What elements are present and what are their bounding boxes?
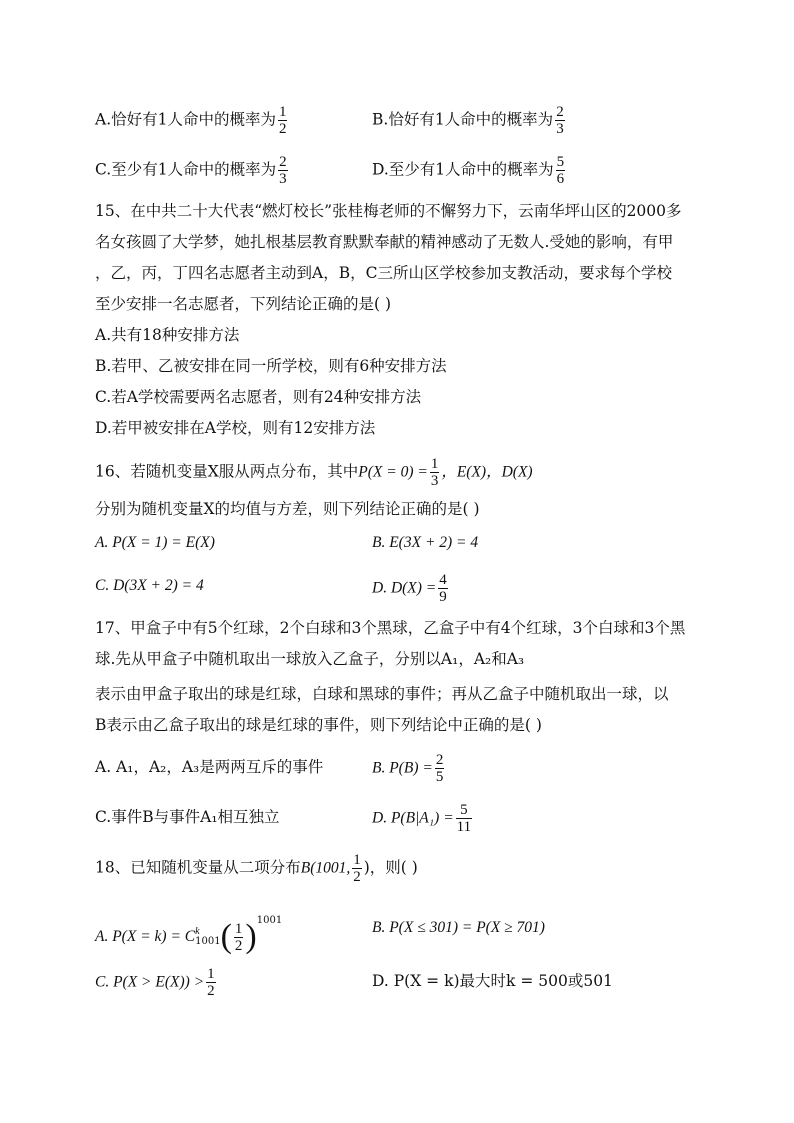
q16-option-c: C. D(3X + 2) = 4 [95,577,204,594]
fraction: $\frac{5}{6}$ [556,154,565,187]
q15-stem-line-3: ，乙，丙，丁四名志愿者主动到A，B，C三所山区学校参加支教活动，要求每个学校 [95,264,672,282]
q15-stem-line-4: 至少安排一名志愿者，下列结论正确的是( ) [95,295,392,313]
q14-option-c: C.至少有1人命中的概率为 $\frac{2}{3}$ [95,154,287,187]
fraction: $\frac{5}{11}$ [456,802,472,835]
q18-option-b: B. P(X ≤ 301) = P(X ≥ 701) [372,919,545,936]
fraction: $\frac{1}{3}$ [430,456,439,489]
q17-option-d: D. P(B|A₁) = $\frac{5}{11}$ [372,802,472,835]
q15-stem-line-2: 名女孩圆了大学梦，她扎根基层教育默默奉献的精神感动了无数人.受她的影响，有甲 [95,233,674,251]
q18-stem: 18、已知随机变量从二项分布B(1001, $\frac{1}{2}$ )，则( ) [95,852,418,885]
q14-option-d: D.至少有1人命中的概率为 $\frac{5}{6}$ [372,154,565,187]
q15-option-c: C.若A学校需要两名志愿者，则有24种安排方法 [95,388,422,406]
q16-stem-line-1: 16、若随机变量X服从两点分布，其中P(X = 0) = $\frac{1}{3}$ ，E(X)，D(X) [95,456,533,489]
q17-stem-line-4: B表示由乙盒子取出的球是红球的事件，则下列结论中正确的是( ) [95,716,542,734]
q14-option-a: A.恰好有1人命中的概率为 $\frac{1}{2}$ [95,104,287,137]
q16-option-a: A. P(X = 1) = E(X) [95,534,215,551]
fraction: $\frac{4}{9}$ [439,572,447,605]
fraction: $\frac{2}{3}$ [279,154,287,187]
q14-option-b: B.恰好有1人命中的概率为 $\frac{2}{3}$ [372,104,564,137]
q17-option-c: C.事件B与事件A₁相互独立 [95,808,280,826]
q16-option-d: D. D(X) = $\frac{4}{9}$ [372,572,447,605]
q16-option-b: B. E(3X + 2) = 4 [372,534,479,551]
q17-option-b: B. P(B) = $\frac{2}{5}$ [372,752,444,785]
q15-option-d: D.若甲被安排在A学校，则有12安排方法 [95,419,376,437]
fraction: $\frac{2}{3}$ [556,104,564,137]
fraction: $\frac{1}{2}$ [234,920,243,954]
q17-stem-line-1: 17、甲盒子中有5个红球，2个白球和3个黑球，乙盒子中有4个红球，3个白球和3个黑 [95,619,686,637]
q17-option-a: A. A₁，A₂，A₃是两两互斥的事件 [95,758,324,776]
q15-option-b: B.若甲、乙被安排在同一所学校，则有6种安排方法 [95,357,447,375]
q15-option-a: A.共有18种安排方法 [95,326,240,344]
q15-stem-line-1: 15、在中共二十大代表“燃灯校长”张桂梅老师的不懈努力下，云南华坪山区的2000多 [95,202,682,220]
fraction: $\frac{1}{2}$ [207,966,215,999]
q16-stem-line-2: 分别为随机变量X的均值与方差，则下列结论正确的是( ) [95,500,480,518]
fraction: $\frac{1}{2}$ [353,852,361,885]
fraction: $\frac{2}{5}$ [435,752,444,785]
q17-stem-line-3: 表示由甲盒子取出的球是红球，白球和黑球的事件；再从乙盒子中随机取出一球，以 [95,685,669,703]
q17-stem-line-2: 球.先从甲盒子中随机取出一球放入乙盒子，分别以A₁，A₂和A₃ [95,650,525,668]
fraction: $\frac{1}{2}$ [278,104,287,137]
q18-option-a: A. P(X = k) = C k 1001 ( $\frac{1}{2}$ )$^{1001}$ [95,915,283,955]
q18-option-c: C. P(X > E(X)) > $\frac{1}{2}$ [95,966,215,999]
q18-option-d: D. P(X = k)最大时k = 500或501 [372,972,613,990]
